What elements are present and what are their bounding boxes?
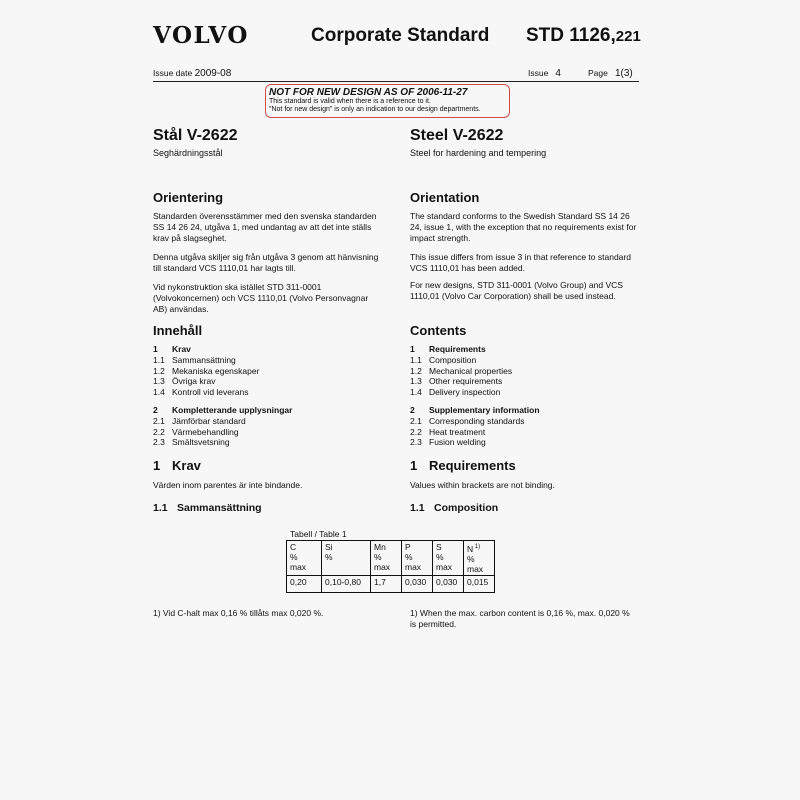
table-value-cell: 1,7 — [371, 576, 402, 593]
table-header-line: Si — [325, 542, 333, 552]
toc-item-number: 1 — [153, 344, 158, 354]
issue-date-value: 2009-08 — [194, 68, 232, 79]
toc-item-number: 2 — [410, 405, 415, 415]
table-value-cell: 0,030 — [402, 576, 433, 593]
volvo-logo: VOLVO — [153, 22, 249, 49]
header-divider — [153, 81, 639, 82]
table-header-cell — [371, 541, 402, 576]
sv-contents-heading: Innehåll — [153, 323, 203, 338]
sv-toc-group-1 — [153, 344, 383, 398]
sv-orientation-p1: Standarden överensstämmer med den svenska standarden SS 14 26 24, utgåva 1, med undantag av att det inte ställs krav på slagseghet. — [153, 211, 377, 243]
toc-item-label: Sammansättning — [172, 354, 236, 365]
table-header-cell — [464, 541, 495, 576]
table-header-line: P — [405, 542, 411, 552]
sv-requirements-number: 1 — [153, 458, 161, 473]
toc-item-number: 2.3 — [410, 437, 422, 448]
issue-label: Issue — [528, 68, 549, 78]
standard-number-main: STD 1126, — [526, 25, 616, 46]
en-composition-label: Composition — [434, 502, 499, 514]
sv-toc-item — [153, 416, 383, 427]
en-requirements-text: Values within brackets are not binding. — [410, 480, 555, 490]
en-title: Steel V-2622 — [410, 127, 504, 144]
en-contents-heading: Contents — [410, 323, 467, 338]
page-label: Page — [588, 68, 608, 78]
table-header-line: % — [325, 552, 333, 562]
en-requirements-number: 1 — [410, 458, 418, 473]
notice-line-1: This standard is valid when there is a reference to it. — [269, 98, 431, 105]
sv-toc-item — [153, 344, 383, 355]
table-header-line: max — [374, 562, 391, 572]
toc-item-number: 1.2 — [153, 365, 165, 376]
sv-orientation-p2: Denna utgåva skiljer sig från utgåva 3 genom att hänvisning till standard VCS 1110,01 har lagts till. — [153, 252, 379, 273]
toc-item-label: Supplementary information — [429, 405, 540, 415]
toc-item-number: 2.3 — [153, 437, 165, 448]
notice-title: NOT FOR NEW DESIGN AS OF 2006-11-27 — [269, 87, 468, 98]
table-header-line: Mn — [374, 542, 386, 552]
table-header-line: N $^{1)}$ — [467, 543, 481, 554]
table-value-cell: 0,10-0,80 — [322, 576, 371, 593]
sv-title: Stål V-2622 — [153, 127, 238, 144]
en-requirements-heading — [410, 458, 640, 473]
standard-number-sub: 221 — [615, 28, 641, 45]
table-header-line: max — [436, 562, 453, 572]
issue-value: 4 — [555, 68, 561, 79]
table-header-line: % — [467, 553, 475, 564]
toc-item-label: Heat treatment — [429, 426, 486, 437]
toc-item-label: Kontroll vid leverans — [172, 387, 249, 398]
en-toc-group-1 — [410, 344, 640, 398]
toc-item-number: 1.3 — [153, 376, 165, 387]
page-value: 1(3) — [614, 68, 633, 79]
toc-item-label: Smältsvetsning — [172, 437, 230, 448]
en-toc-item — [410, 355, 640, 366]
toc-item-number: 1 — [410, 344, 415, 354]
en-toc-item — [410, 437, 640, 448]
en-orientation-p3: For new designs, STD 311-0001 (Volvo Group) and VCS 1110,01 (Volvo Car Corporation) shall be used instead. — [410, 280, 623, 301]
toc-item-number: 1.3 — [410, 376, 422, 387]
page-number — [588, 68, 633, 79]
table-header-cell — [402, 541, 433, 576]
footnote-marker: 1) — [473, 544, 481, 550]
toc-item-label: Kompletterande upplysningar — [172, 405, 293, 415]
sv-subtitle: Seghärdningsstål — [153, 148, 223, 158]
en-composition-number: 1.1 — [410, 502, 425, 514]
issue-date — [153, 68, 231, 79]
sv-composition-number: 1.1 — [153, 502, 168, 514]
table-value-cell: 0,030 — [433, 576, 464, 593]
document-type-title: Corporate Standard — [311, 25, 490, 46]
toc-item-label: Fusion welding — [429, 437, 486, 448]
sv-toc-item — [153, 366, 383, 377]
sv-footnote: 1) Vid C-halt max 0,16 % tillåts max 0,020 %. — [153, 608, 324, 618]
table-header-line: % — [436, 552, 444, 562]
en-footnote: 1) When the max. carbon content is 0,16 %, max. 0,020 % is permitted. — [410, 608, 630, 629]
sv-requirements-text: Värden inom parentes är inte bindande. — [153, 480, 303, 490]
en-toc-item — [410, 344, 640, 355]
sv-toc-item — [153, 355, 383, 366]
toc-item-number: 1.4 — [410, 387, 422, 398]
table-value-row — [287, 576, 495, 593]
sv-requirements-heading — [153, 458, 383, 473]
table-value-cell: 0,015 — [464, 576, 495, 593]
en-requirements-label: Requirements — [429, 458, 516, 473]
sv-toc-item — [153, 427, 383, 438]
sv-toc-item — [153, 376, 383, 387]
table-header-line: % — [374, 552, 382, 562]
table-header-line: C — [290, 542, 297, 552]
sv-composition-label: Sammansättning — [177, 502, 262, 514]
issue-date-label: Issue date — [153, 68, 193, 78]
en-toc-item — [410, 366, 640, 377]
toc-item-label: Delivery inspection — [429, 387, 501, 398]
sv-orientation-heading: Orientering — [153, 190, 224, 205]
table-header-line: max — [405, 562, 422, 572]
toc-item-label: Värmebehandling — [172, 426, 239, 437]
not-for-new-design-notice — [265, 84, 510, 118]
notice-line-2: "Not for new design" is only an indication to our design departments. — [269, 106, 481, 113]
toc-item-label: Other requirements — [429, 376, 503, 387]
sv-toc-item — [153, 387, 383, 398]
table-header-line: max — [467, 563, 484, 574]
toc-item-label: Mekaniska egenskaper — [172, 365, 260, 376]
table-header-cell — [287, 541, 322, 576]
table-header-line: max — [290, 562, 307, 572]
toc-item-label: Composition — [429, 354, 477, 365]
table-caption: Tabell / Table 1 — [290, 529, 347, 539]
toc-item-label: Jämförbar standard — [172, 415, 246, 426]
toc-item-number: 2.2 — [410, 426, 422, 437]
standard-number — [526, 25, 641, 47]
toc-item-number: 1.4 — [153, 387, 165, 398]
en-toc-item — [410, 405, 640, 416]
sv-toc-item — [153, 405, 383, 416]
toc-item-number: 2.1 — [410, 415, 422, 426]
toc-item-number: 2 — [153, 405, 158, 415]
en-toc-item — [410, 416, 640, 427]
composition-table — [286, 540, 495, 593]
toc-item-label: Requirements — [429, 344, 486, 354]
toc-item-number: 1.2 — [410, 365, 422, 376]
sv-orientation-p3: Vid nykonstruktion ska istället STD 311-0001 (Volvokoncernen) och VCS 1110,01 (Volvo Personvagnar AB) användas. — [153, 282, 369, 314]
table-header-line: S — [436, 542, 442, 552]
table-header-cell — [322, 541, 371, 576]
sv-composition-heading — [153, 502, 383, 514]
issue-number — [528, 68, 561, 79]
en-orientation-p2: This issue differs from issue 3 in that reference to standard VCS 1110,01 has been added. — [410, 252, 631, 273]
toc-item-number: 2.1 — [153, 415, 165, 426]
sv-toc-item — [153, 437, 383, 448]
table-header-line: % — [405, 552, 413, 562]
table-header-row — [287, 541, 495, 576]
toc-item-label: Mechanical properties — [429, 365, 513, 376]
en-orientation-p1: The standard conforms to the Swedish Standard SS 14 26 24, issue 1, with the exception that no requirements exist for impact strength. — [410, 211, 637, 243]
en-toc-item — [410, 376, 640, 387]
toc-item-number: 1.1 — [153, 354, 165, 365]
toc-item-number: 2.2 — [153, 426, 165, 437]
sv-toc-group-2 — [153, 405, 383, 448]
table-header-line — [325, 562, 367, 572]
en-orientation-heading: Orientation — [410, 190, 480, 205]
en-toc-item — [410, 427, 640, 438]
en-toc-item — [410, 387, 640, 398]
table-header-cell — [433, 541, 464, 576]
toc-item-label: Övriga krav — [172, 376, 216, 387]
toc-item-number: 1.1 — [410, 354, 422, 365]
en-composition-heading — [410, 502, 640, 514]
en-subtitle: Steel for hardening and tempering — [410, 148, 547, 158]
table-header-line: % — [290, 552, 298, 562]
en-toc-group-2 — [410, 405, 640, 448]
toc-item-label: Krav — [172, 344, 191, 354]
sv-requirements-label: Krav — [172, 458, 201, 473]
toc-item-label: Corresponding standards — [429, 415, 525, 426]
table-value-cell: 0,20 — [287, 576, 322, 593]
